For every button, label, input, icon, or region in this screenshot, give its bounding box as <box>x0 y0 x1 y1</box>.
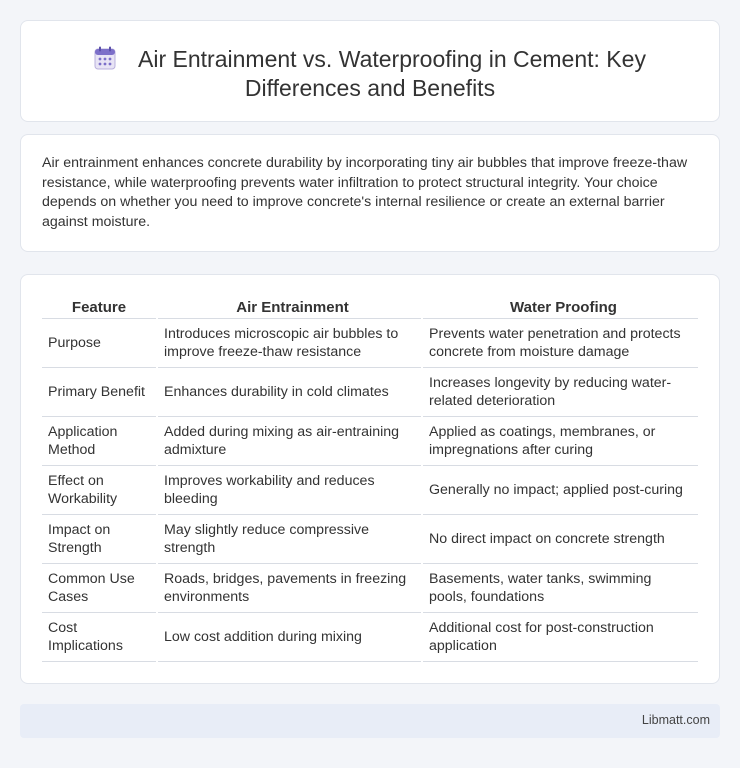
page-title-wrap <box>21 45 719 103</box>
feature-cell: Application Method <box>42 417 156 466</box>
footer-brand: Libmatt.com <box>641 713 710 727</box>
table-row <box>42 515 698 564</box>
water-proofing-cell: No direct impact on concrete strength <box>423 515 698 564</box>
air-entrainment-cell: May slightly reduce compressive strength <box>158 515 421 564</box>
water-proofing-cell: Increases longevity by reducing water-related deterioration <box>423 368 698 417</box>
table-row <box>42 319 698 368</box>
water-proofing-cell: Additional cost for post-construction application <box>423 613 698 662</box>
feature-cell: Purpose <box>42 319 156 368</box>
footer <box>20 704 720 738</box>
feature-cell: Effect on Workability <box>42 466 156 515</box>
water-proofing-cell: Generally no impact; applied post-curing <box>423 466 698 515</box>
table-header-row <box>42 295 698 319</box>
comparison-card <box>20 274 720 684</box>
comparison-table <box>42 295 698 662</box>
table-row <box>42 368 698 417</box>
header-feature: Feature <box>42 295 156 319</box>
water-proofing-cell: Applied as coatings, membranes, or impregnations after curing <box>423 417 698 466</box>
air-entrainment-cell: Added during mixing as air-entraining admixture <box>158 417 421 466</box>
table-row <box>42 564 698 613</box>
title-card <box>20 20 720 122</box>
air-entrainment-cell: Introduces microscopic air bubbles to improve freeze-thaw resistance <box>158 319 421 368</box>
table-row <box>42 466 698 515</box>
header-air-entrainment: Air Entrainment <box>158 295 421 319</box>
intro-card <box>20 134 720 252</box>
air-entrainment-cell: Improves workability and reduces bleeding <box>158 466 421 515</box>
feature-cell: Impact on Strength <box>42 515 156 564</box>
page-title: Air Entrainment vs. Waterproofing in Cement: Key Differences and Benefits <box>138 46 646 101</box>
feature-cell: Cost Implications <box>42 613 156 662</box>
water-proofing-cell: Prevents water penetration and protects concrete from moisture damage <box>423 319 698 368</box>
table-row <box>42 613 698 662</box>
calendar-icon <box>94 46 116 70</box>
air-entrainment-cell: Low cost addition during mixing <box>158 613 421 662</box>
intro-paragraph: Air entrainment enhances concrete durability by incorporating tiny air bubbles that improve freeze-thaw resistance, while waterproofing prevents water infiltration to protect structural integrity. Your choice depends on whether you need to improve concrete's internal resilience or create an external barrier against moisture. <box>42 155 688 230</box>
feature-cell: Common Use Cases <box>42 564 156 613</box>
air-entrainment-cell: Roads, bridges, pavements in freezing environments <box>158 564 421 613</box>
air-entrainment-cell: Enhances durability in cold climates <box>158 368 421 417</box>
water-proofing-cell: Basements, water tanks, swimming pools, foundations <box>423 564 698 613</box>
header-water-proofing: Water Proofing <box>423 295 698 319</box>
feature-cell: Primary Benefit <box>42 368 156 417</box>
table-row <box>42 417 698 466</box>
